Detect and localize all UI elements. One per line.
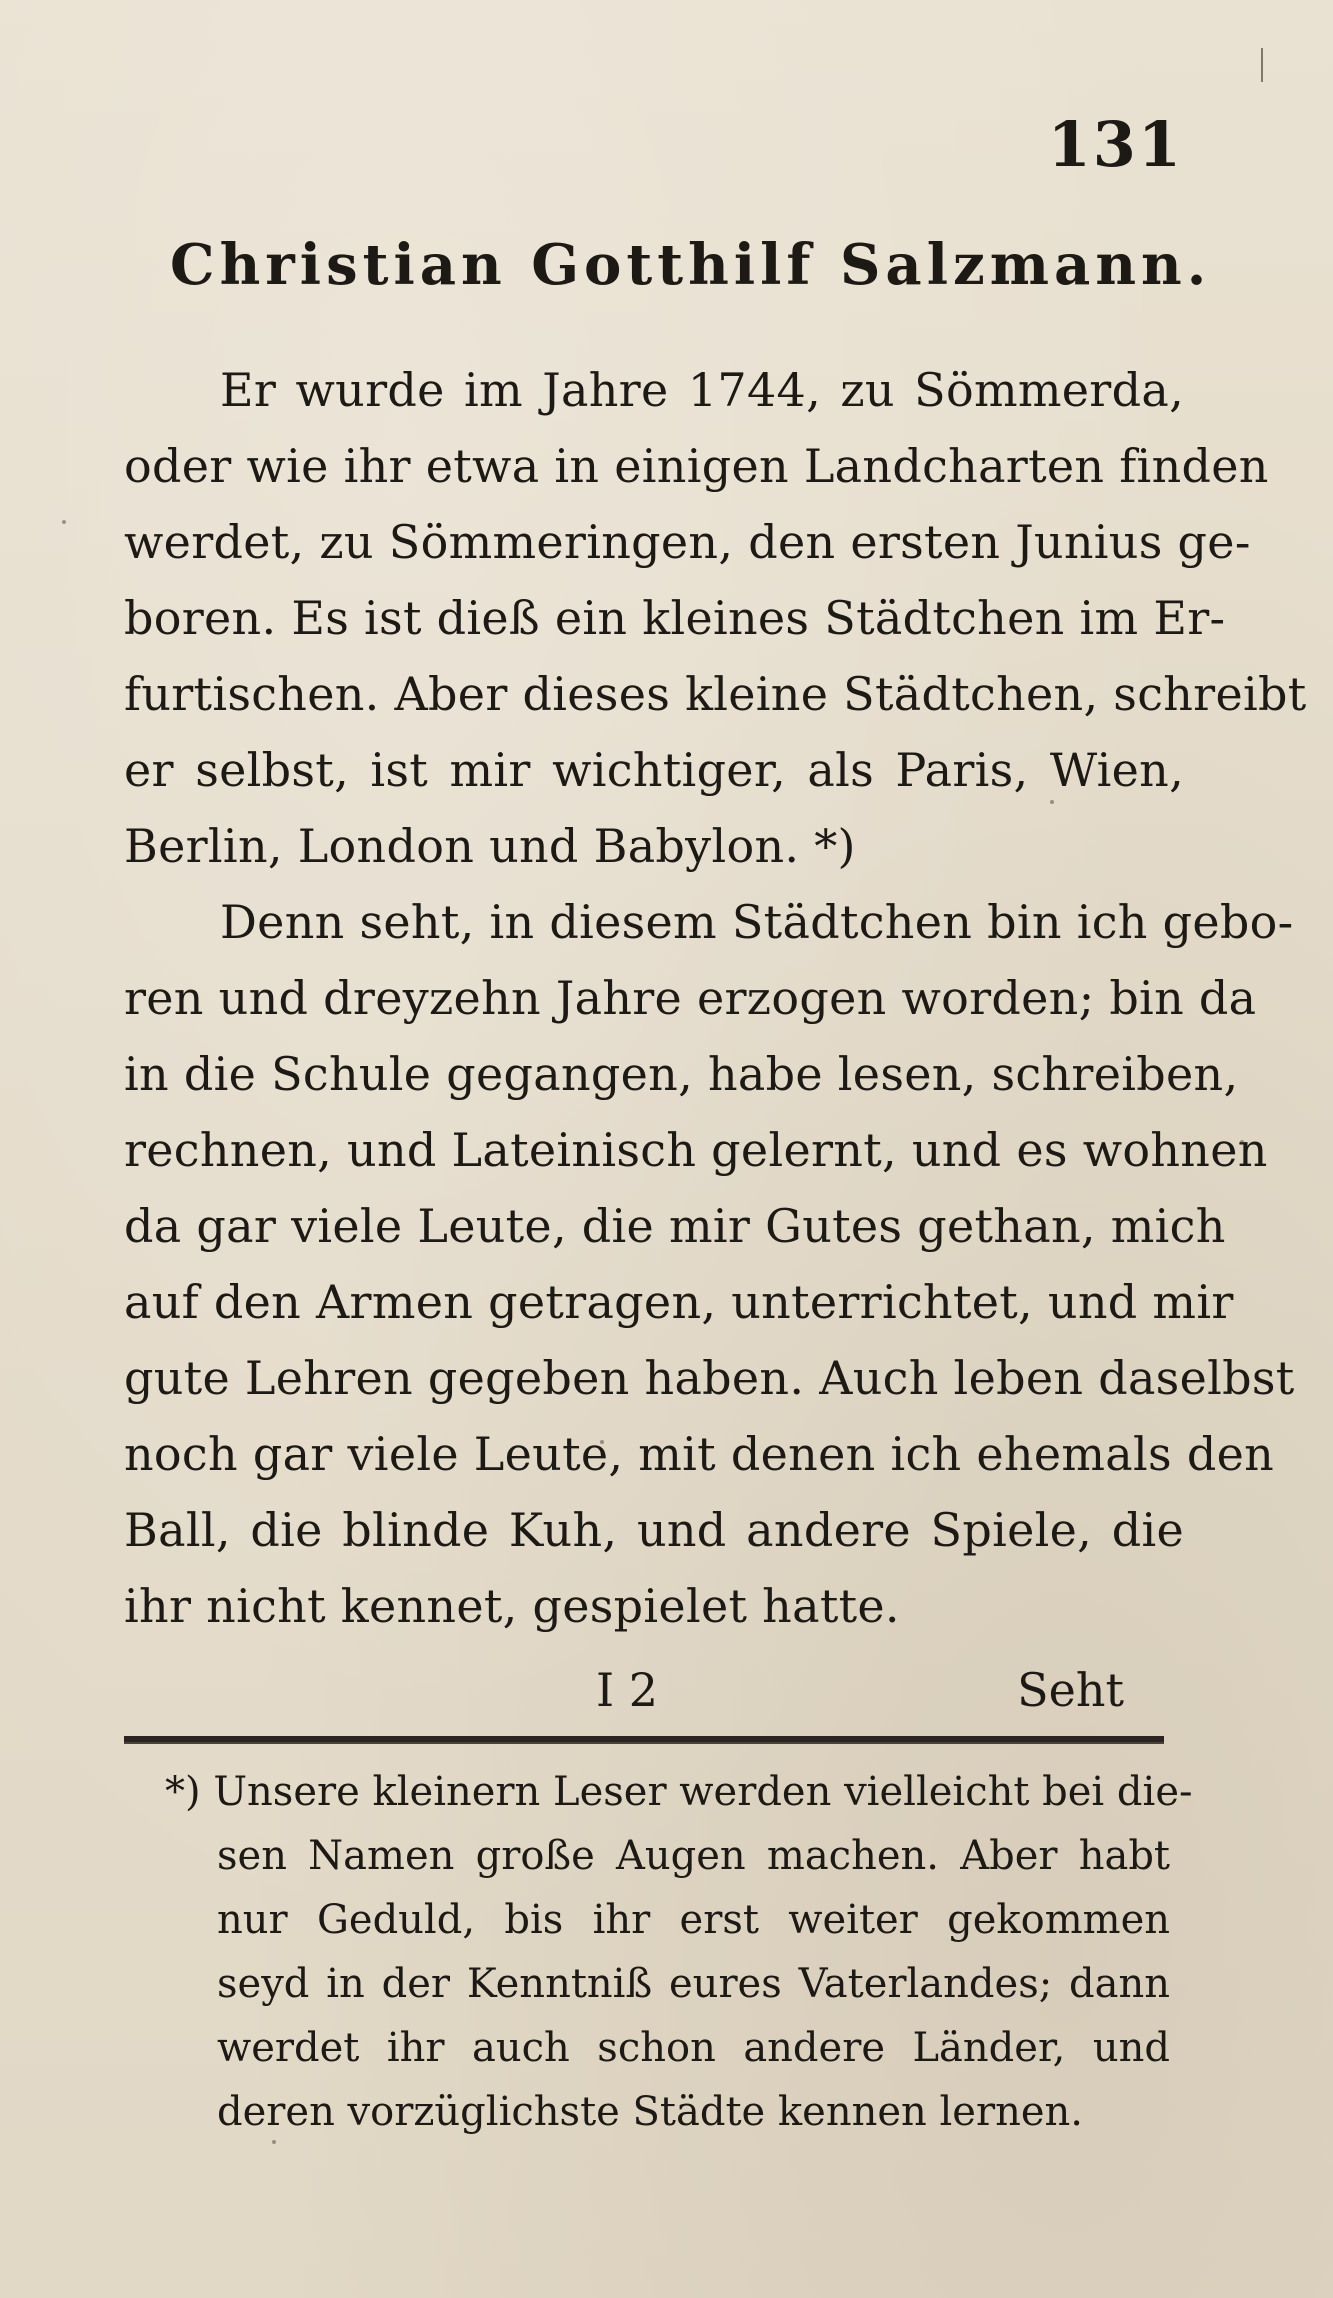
text-line: ihr nicht kennet, gespielet hatte. bbox=[124, 1579, 900, 1633]
footnote-divider bbox=[124, 1736, 1164, 1744]
page-number: 131 bbox=[1047, 108, 1183, 181]
catchword: Seht bbox=[1017, 1663, 1124, 1717]
text-line: oder wie ihr etwa in einigen Landcharten finden bbox=[124, 439, 1269, 493]
text-line: in die Schule gegangen, habe lesen, schreiben, bbox=[124, 1047, 1239, 1101]
paper-speck bbox=[272, 2140, 276, 2144]
chapter-heading: Christian Gotthilf Salzmann. bbox=[170, 232, 1212, 298]
text-line: rechnen, und Lateinisch gelernt, und es wohnen bbox=[124, 1123, 1268, 1177]
text-line: boren. Es ist dieß ein kleines Städtchen im Er- bbox=[124, 591, 1226, 645]
paper-speck bbox=[1240, 1140, 1244, 1144]
text-line: Denn seht, in diesem Städtchen bin ich gebo- bbox=[220, 895, 1294, 949]
footnote-line: *) Unsere kleinern Leser werden vielleicht bei die- bbox=[165, 1769, 1193, 1815]
footnote-line: seyd in der Kenntniß eures Vaterlandes; dann bbox=[217, 1961, 1170, 2007]
signature-mark: I 2 bbox=[596, 1663, 659, 1717]
footnote-line: deren vorzüglichste Städte kennen lernen. bbox=[217, 2089, 1083, 2135]
paper-speck bbox=[600, 1440, 604, 1444]
footnote bbox=[165, 1760, 1193, 2144]
text-line: auf den Armen getragen, unterrichtet, und mir bbox=[124, 1275, 1234, 1329]
catchline bbox=[124, 1652, 1124, 1728]
text-line: Ball, die blinde Kuh, und andere Spiele, die bbox=[124, 1503, 1184, 1557]
text-line: noch gar viele Leute, mit denen ich ehemals den bbox=[124, 1427, 1275, 1481]
margin-mark bbox=[1261, 48, 1263, 82]
text-line: furtischen. Aber dieses kleine Städtchen, schreibt bbox=[124, 667, 1307, 721]
text-line: ren und dreyzehn Jahre erzogen worden; bin da bbox=[124, 971, 1257, 1025]
footnote-line: sen Namen große Augen machen. Aber habt bbox=[217, 1833, 1170, 1879]
text-line: da gar viele Leute, die mir Gutes gethan, mich bbox=[124, 1199, 1226, 1253]
text-line: Er wurde im Jahre 1744, zu Sömmerda, bbox=[220, 363, 1184, 417]
body-text bbox=[124, 352, 1307, 1644]
footnote-line: werdet ihr auch schon andere Länder, und bbox=[217, 2025, 1170, 2071]
text-line: werdet, zu Sömmeringen, den ersten Junius ge- bbox=[124, 515, 1251, 569]
paper-speck bbox=[1050, 800, 1054, 804]
text-line: er selbst, ist mir wichtiger, als Paris, Wien, bbox=[124, 743, 1184, 797]
footnote-line: nur Geduld, bis ihr erst weiter gekommen bbox=[217, 1897, 1170, 1943]
text-line: gute Lehren gegeben haben. Auch leben daselbst bbox=[124, 1351, 1295, 1405]
text-line: Berlin, London und Babylon. *) bbox=[124, 819, 856, 873]
paper-speck bbox=[62, 520, 66, 524]
